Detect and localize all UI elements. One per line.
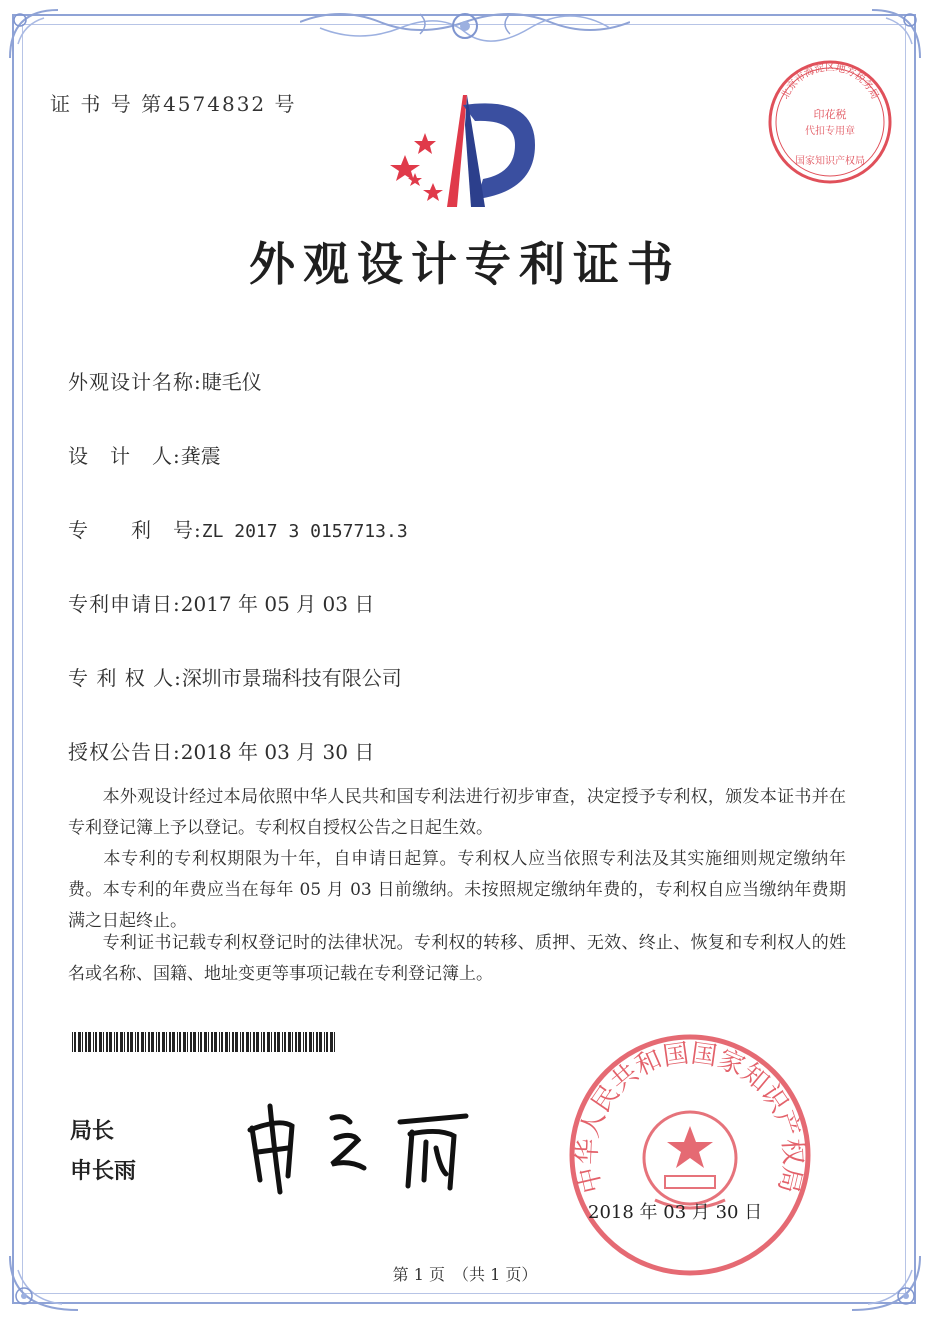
tax-seal <box>764 56 896 188</box>
field-label: 专利申请日: <box>68 592 181 616</box>
corner-ornament-top-left <box>4 4 64 64</box>
cnipa-logo-icon <box>385 95 555 215</box>
field-value: ZL 2017 3 0157713.3 <box>201 521 408 542</box>
signatory-name: 申长雨 <box>70 1159 137 1184</box>
svg-text:代扣专用章: 代扣专用章 <box>805 126 855 137</box>
field-value: 龚震 <box>180 444 221 468</box>
svg-text:北京市海淀区地方税务局: 北京市海淀区地方税务局 <box>779 62 881 102</box>
paragraph-legal-status: 专利证书记载专利权登记时的法律状况。专利权的转移、质押、无效、终止、恢复和专利权人的姓名或名称、国籍、地址变更等事项记载在专利登记簿上。 <box>68 933 846 984</box>
field-label: 设 计 人: <box>68 444 181 468</box>
field-label: 专 利 权 人: <box>68 666 182 690</box>
certificate-title: 外观设计专利证书 <box>249 237 681 291</box>
seal-date: 2018 年 03 月 30 日 <box>588 1202 763 1223</box>
official-seal <box>565 1030 815 1280</box>
field-label: 外观设计名称: <box>68 370 202 394</box>
field-patentee <box>68 662 402 691</box>
field-patent-number <box>68 514 408 543</box>
paragraph-term: 本专利的专利权期限为十年，自申请日起算。专利权人应当依照专利法及其实施细则规定缴纳年费。本专利的年费应当在每年 05 月 03 日前缴纳。未按照规定缴纳年费的，专利权自应当缴纳年费期满之日起终止。 <box>68 849 846 931</box>
certificate-number: 证 书 号 第4574832 号 <box>50 92 297 116</box>
barcode-icon <box>72 1032 338 1052</box>
signatory-title: 局长 <box>70 1119 115 1144</box>
paragraph-grant: 本外观设计经过本局依照中华人民共和国专利法进行初步审查，决定授予专利权，颁发本证书并在专利登记簿上予以登记。专利权自授权公告之日起生效。 <box>68 787 846 838</box>
svg-text:中华人民共和国国家知识产权局: 中华人民共和国国家知识产权局 <box>572 1038 808 1196</box>
field-value: 2017 年 05 月 03 日 <box>180 592 375 616</box>
field-label: 专 利 号: <box>68 518 202 542</box>
svg-text:国家知识产权局: 国家知识产权局 <box>795 156 865 167</box>
field-designer <box>68 440 221 469</box>
page-number: 第 1 页 （共 1 页） <box>392 1265 538 1284</box>
corner-ornament-top-right <box>866 4 926 64</box>
svg-text:印花税: 印花税 <box>813 108 847 121</box>
field-value: 2018 年 03 月 30 日 <box>180 740 375 764</box>
field-value: 深圳市景瑞科技有限公司 <box>181 666 402 690</box>
top-ornament <box>300 4 630 48</box>
field-design-name <box>68 366 262 395</box>
field-announcement-date <box>68 736 374 765</box>
field-application-date <box>68 588 374 617</box>
handwritten-signature <box>240 1088 480 1198</box>
field-value: 睫毛仪 <box>201 370 262 394</box>
field-label: 授权公告日: <box>68 740 181 764</box>
